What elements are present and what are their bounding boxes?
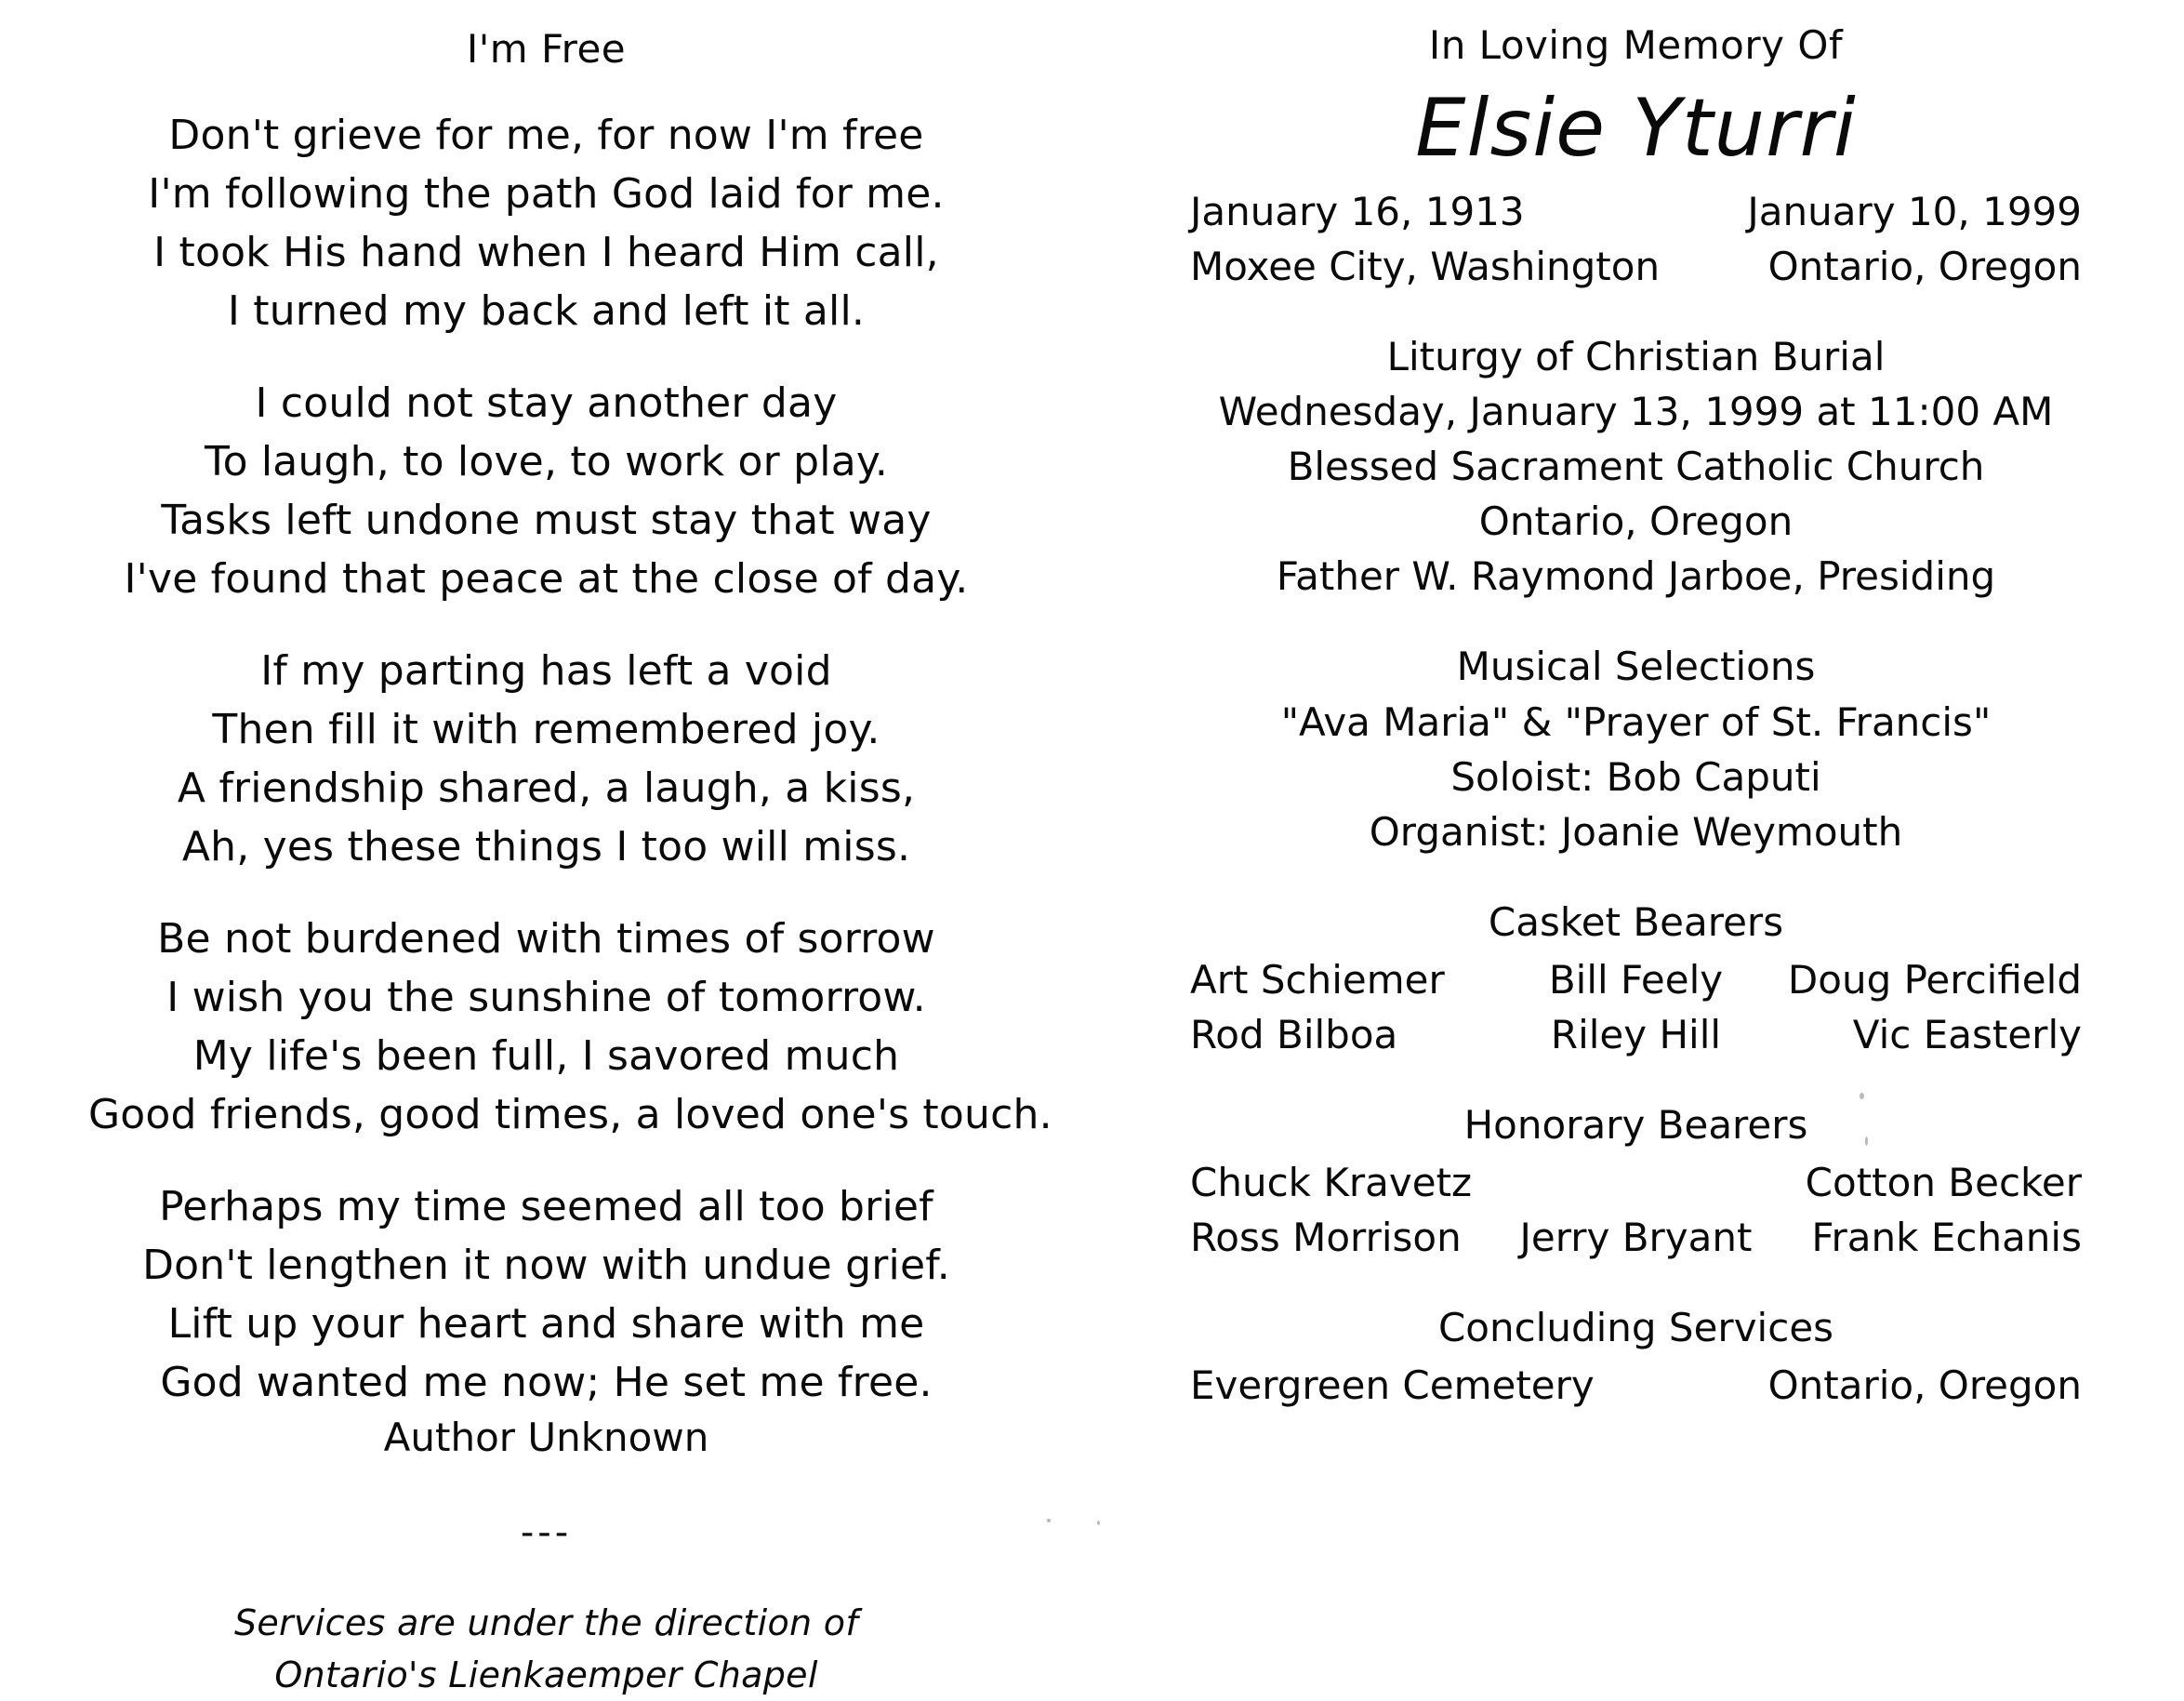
musical-pieces: "Ava Maria" & "Prayer of St. Francis" <box>1280 699 1992 745</box>
poem-stanza <box>88 1177 1004 1467</box>
concluding-services-row <box>1190 1358 2082 1413</box>
service-venue: Blessed Sacrament Catholic Church <box>1287 444 1985 489</box>
poem-line: Tasks left undone must stay that way <box>161 497 932 544</box>
bearer-name: Jerry Bryant <box>1519 1215 1753 1260</box>
poem-stanza <box>88 910 1052 1144</box>
service-officiant: Father W. Raymond Jarboe, Presiding <box>1276 553 1996 599</box>
poem-line: Don't lengthen it now with undue grief. <box>142 1242 950 1289</box>
concluding-services-section <box>1190 1300 2082 1413</box>
death-info <box>1747 184 2082 294</box>
bearer-name: Bill Feely <box>1548 957 1724 1003</box>
birth-info <box>1190 184 1660 294</box>
service-program-panel <box>1092 0 2184 1553</box>
casket-bearers-heading: Casket Bearers <box>1488 899 1784 945</box>
service-details-section <box>1190 329 2082 604</box>
poem-stanza <box>88 374 1004 608</box>
poem-title: I'm Free <box>466 26 627 72</box>
poem-line: I took His hand when I heard Him call, <box>153 229 939 276</box>
poem-author: Author Unknown <box>383 1415 709 1460</box>
service-datetime: Wednesday, January 13, 1999 at 11:00 AM <box>1218 389 2054 434</box>
concluding-services-heading: Concluding Services <box>1437 1305 1834 1350</box>
poem-line: God wanted me now; He set me free. <box>160 1359 933 1406</box>
poem-panel <box>0 0 1092 1695</box>
deceased-name: Elsie Yturri <box>1415 82 1857 175</box>
poem-line: To laugh, to love, to work or play. <box>204 438 889 485</box>
poem-line: Ah, yes these things I too will miss. <box>181 823 911 870</box>
bearer-name: Cotton Becker <box>1805 1160 2082 1205</box>
musical-selections-section <box>1190 639 2082 859</box>
bearer-name-empty <box>1488 1155 1785 1210</box>
in-loving-memory-label: In Loving Memory Of <box>1428 22 1844 68</box>
bearer-name: Riley Hill <box>1550 1012 1722 1057</box>
bearer-name: Ross Morrison <box>1190 1215 1462 1260</box>
cemetery-city: Ontario, Oregon <box>1767 1362 2082 1408</box>
poem-line: Then fill it with remembered joy. <box>212 706 880 753</box>
scan-speckle <box>1047 1519 1051 1522</box>
scan-speckle <box>1097 1521 1100 1525</box>
poem-line: Be not burdened with times of sorrow <box>157 915 935 963</box>
funeral-home-name: Ontario's Lienkaemper Chapel <box>274 1654 818 1695</box>
poem-line: If my parting has left a void <box>260 647 832 695</box>
bearer-name: Doug Percifield <box>1787 957 2082 1003</box>
poem-line: I could not stay another day <box>255 379 838 427</box>
honorary-bearers-section <box>1190 1097 2082 1265</box>
poem-line: A friendship shared, a laugh, a kiss, <box>177 764 916 812</box>
death-place: Ontario, Oregon <box>1767 244 2082 289</box>
honorary-bearers-heading: Honorary Bearers <box>1463 1102 1808 1148</box>
life-dates-row <box>1190 184 2082 294</box>
poem-line: Lift up your heart and share with me <box>167 1300 925 1348</box>
musical-selections-heading: Musical Selections <box>1456 644 1816 689</box>
casket-bearers-grid <box>1190 952 2082 1062</box>
soloist: Soloist: Bob Caputi <box>1450 754 1821 800</box>
birth-place: Moxee City, Washington <box>1190 244 1661 289</box>
birth-date: January 16, 1913 <box>1190 189 1525 234</box>
service-type: Liturgy of Christian Burial <box>1386 334 1886 379</box>
bearer-name: Art Schiemer <box>1190 957 1445 1003</box>
poem-line: Perhaps my time seemed all too brief <box>159 1183 933 1230</box>
poem-stanza <box>88 642 1004 876</box>
bearer-name: Chuck Kravetz <box>1190 1160 1473 1205</box>
poem-line: I've found that peace at the close of day. <box>124 555 969 603</box>
funeral-home-credit-line: Services are under the direction of <box>233 1602 859 1643</box>
bearer-name: Frank Echanis <box>1811 1215 2082 1260</box>
honorary-bearers-grid <box>1190 1155 2082 1265</box>
poem-line: I wish you the sunshine of tomorrow. <box>166 974 926 1021</box>
scan-speckle <box>1865 1136 1868 1146</box>
cemetery-name: Evergreen Cemetery <box>1190 1362 1595 1408</box>
section-divider: --- <box>520 1511 573 1554</box>
death-date: January 10, 1999 <box>1747 189 2082 234</box>
poem-line: Don't grieve for me, for now I'm free <box>168 112 924 159</box>
service-city: Ontario, Oregon <box>1478 498 1794 544</box>
poem-line: I'm following the path God laid for me. <box>148 170 945 218</box>
organist: Organist: Joanie Weymouth <box>1369 809 1903 855</box>
poem-stanza <box>88 106 1004 340</box>
casket-bearers-section <box>1190 895 2082 1062</box>
poem-line: I turned my back and left it all. <box>227 287 866 335</box>
poem-line: Good friends, good times, a loved one's touch. <box>88 1091 1052 1138</box>
scan-speckle <box>1860 1093 1864 1099</box>
poem-line: My life's been full, I savored much <box>192 1032 900 1080</box>
bearer-name: Rod Bilboa <box>1190 1012 1398 1057</box>
bearer-name: Vic Easterly <box>1852 1012 2082 1057</box>
